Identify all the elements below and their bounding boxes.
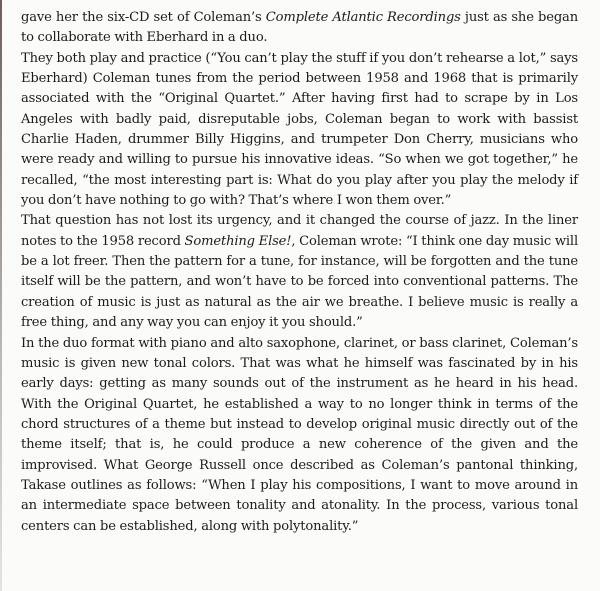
paragraph-text: just as she began to collaborate with Eberhard in a duo. [21,10,578,46]
paragraph-2: They both play and practice (“You can’t play the stuff if you don’t rehearse a lot,” says Eberhard) Coleman tunes from the period between 1958 and 1968 that is primarily associated with the “Original Quartet.” After having first had to scrape by in Los Angeles with badly paid, disreputable jobs, Coleman began to work with bassist Charlie Haden, drummer Billy Higgins, and trumpeter Don Cherry, musicians who were ready and willing to pursue his innovative ideas. “So when we got together,” he recalled, “the most interesting part is: What do you play after you play the melody if you don’t have nothing to go with? That’s where I won them over.” [21,50,578,209]
paragraph-3 [21,211,578,333]
album-title-complete-atlantic-recordings: Complete Atlantic Recordings [265,10,461,25]
paragraph-1 [21,8,578,49]
album-title-something-else: Something Else! [184,233,292,249]
paragraph-text: That question has not lost its urgency, and it changed the course of jazz. In the liner notes to the 1958 record [21,213,578,249]
page-edge-shadow [0,0,2,591]
document-page [21,8,578,537]
paragraph-text: gave her the six-CD set of Coleman’s [21,10,266,25]
paragraph-4: In the duo format with piano and alto saxophone, clarinet, or bass clarinet, Coleman’s music is given new tonal colors. That was what he himself was fascinated by in his early days: getting as many sounds out of the instrument as he heard in his head. With the Original Quartet, he established a way to no longer think in terms of the chord structures of a theme but instead to develop original music directly out of the theme itself; that is, he could produce a new coherence of the given and the improvised. What George Russell once described as Coleman’s pantonal thinking, Takase outlines as follows: “When I play his compositions, I want to move around in an intermediate space between tonality and atonality. In the process, various tonal centers can be established, along with polytonality.” [21,335,578,534]
paragraph-text: , Coleman wrote: “I think one day music will be a lot freer. Then the pattern for a tune, for instance, will be forgotten and the tune itself will be the pattern, and won’t have to be forced into conventional patterns. The creation of music is just as natural as the air we breathe. I believe music is really a free thing, and any way you can enjoy it you should.” [21,233,578,331]
